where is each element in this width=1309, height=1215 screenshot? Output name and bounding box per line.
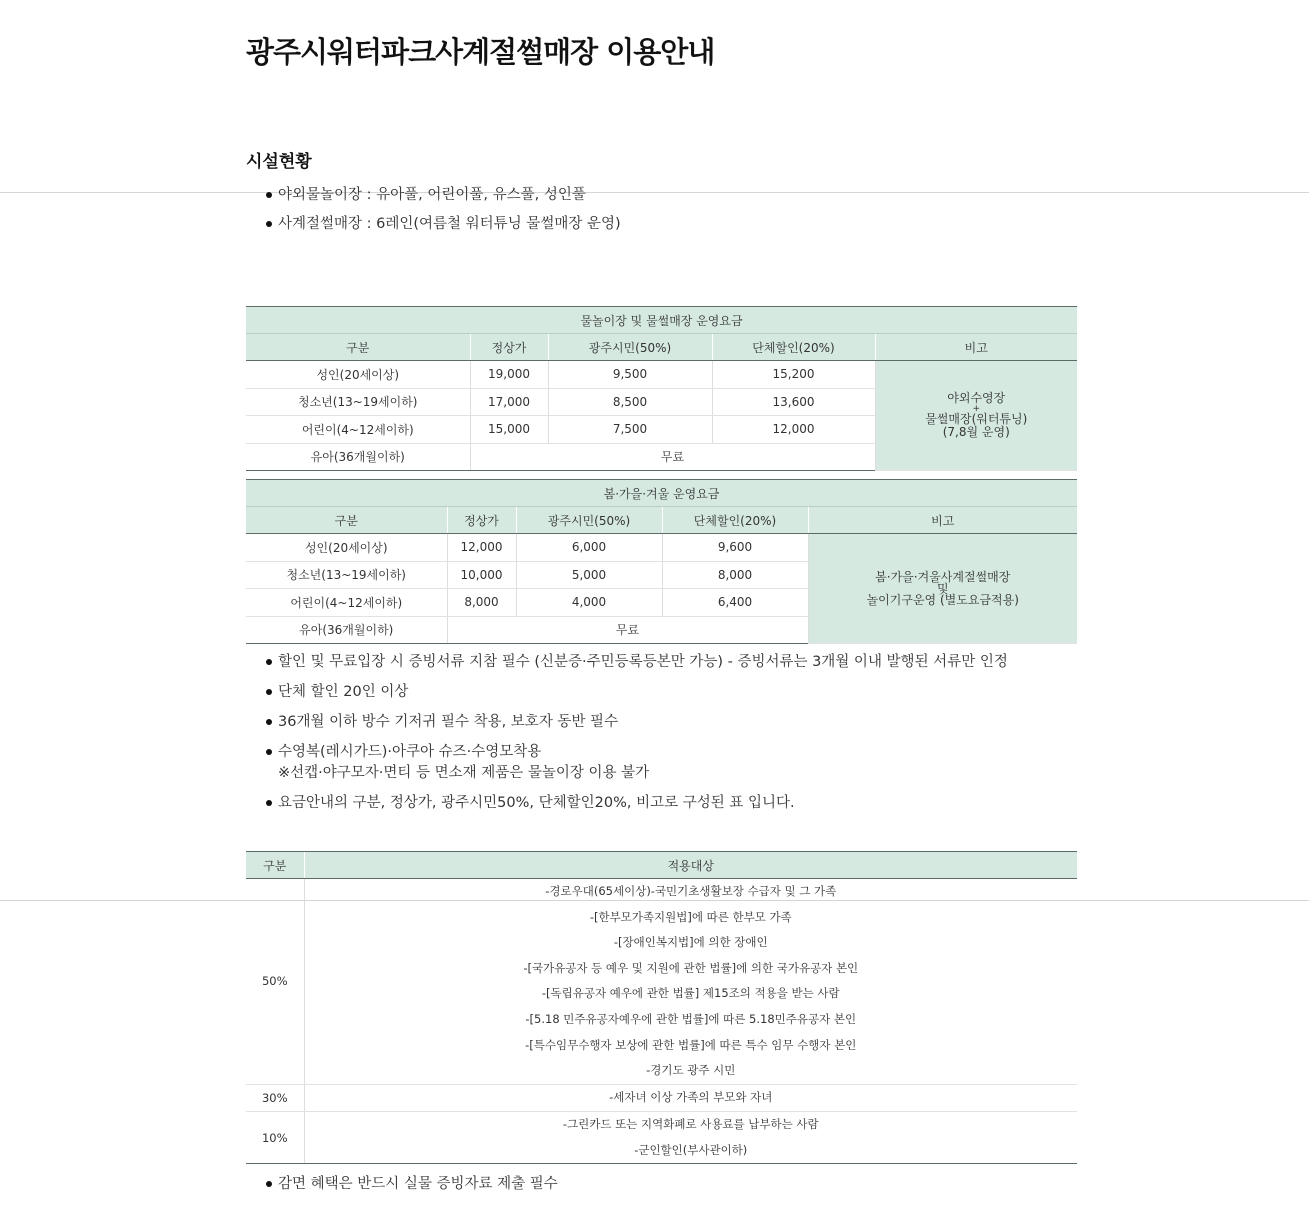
table-cell: 4,000 — [516, 589, 662, 617]
notice-list — [266, 652, 1066, 814]
list-item: -[장애인복지법]에 의한 장애인 — [613, 935, 768, 950]
table-cell: 12,000 — [712, 416, 875, 444]
list-item: 요금안내의 구분, 정상가, 광주시민50%, 단체할인20%, 비고로 구성된 표 입니다. — [266, 793, 1066, 814]
list-item: -세자녀 이상 가족의 부모와 자녀 — [609, 1090, 773, 1105]
list-item: -그린카드 또는 지역화폐로 사용료를 납부하는 사람 — [562, 1117, 819, 1132]
notice-subtext: ※선캡·야구모자·면티 등 면소재 제품은 물놀이장 이용 불가 — [278, 765, 650, 781]
facility-heading: 시설현황 — [246, 152, 312, 172]
column-header: 적용대상 — [304, 852, 1077, 879]
table-cell: 19,000 — [470, 361, 548, 389]
table-row — [246, 879, 1077, 1085]
column-header: 단체할인(20%) — [712, 334, 875, 361]
table-cell: 유아(36개월이하) — [246, 443, 470, 471]
table-cell: 5,000 — [516, 561, 662, 589]
note-line: + — [972, 404, 981, 414]
table-cell: 성인(20세이상) — [246, 534, 447, 562]
table-note — [808, 534, 1077, 644]
column-header: 구분 — [246, 334, 470, 361]
table-cell: 성인(20세이상) — [246, 361, 470, 389]
table-cell: 9,500 — [548, 361, 712, 389]
list-item: -[한부모가족지원법]에 따른 한부모 가족 — [589, 909, 792, 924]
discount-rate: 30% — [246, 1084, 304, 1112]
summer-fee-table — [246, 306, 1077, 471]
table-cell: 13,600 — [712, 388, 875, 416]
table-cell: 8,000 — [662, 561, 808, 589]
table-cell: 8,500 — [548, 388, 712, 416]
table-cell: 15,200 — [712, 361, 875, 389]
column-header: 단체할인(20%) — [662, 507, 808, 534]
table-caption: 봄·가을·겨울 운영요금 — [246, 480, 1077, 507]
table-caption: 물놀이장 및 물썰매장 운영요금 — [246, 307, 1077, 334]
column-header: 구분 — [246, 507, 447, 534]
note-line: 놀이기구운영 (별도요금적용) — [866, 592, 1019, 607]
table-cell: 9,600 — [662, 534, 808, 562]
page-title: 광주시워터파크사계절썰매장 이용안내 — [246, 35, 715, 69]
table-row — [246, 1084, 1077, 1112]
column-header: 구분 — [246, 852, 304, 879]
list-item: 단체 할인 20인 이상 — [266, 682, 1066, 703]
column-header: 비고 — [875, 334, 1077, 361]
table-cell: 6,000 — [516, 534, 662, 562]
column-header: 정상가 — [470, 334, 548, 361]
table-cell: 무료 — [447, 616, 808, 644]
table-row — [246, 1112, 1077, 1164]
discount-targets — [304, 879, 1077, 1085]
discount-table — [246, 851, 1077, 1164]
table-cell: 무료 — [470, 443, 875, 471]
table-cell: 12,000 — [447, 534, 516, 562]
table-cell: 어린이(4~12세이하) — [246, 416, 470, 444]
table-note — [875, 361, 1077, 471]
table-cell: 15,000 — [470, 416, 548, 444]
discount-rate: 50% — [246, 879, 304, 1085]
note-line: 및 — [936, 581, 949, 596]
table-row — [246, 361, 1077, 389]
list-item: 할인 및 무료입장 시 증빙서류 지참 필수 (신분증·주민등록등본만 가능) - 증빙서류는 3개월 이내 발행된 서류만 인정 — [266, 652, 1066, 673]
table-cell: 7,500 — [548, 416, 712, 444]
note-line: 야외수영장 — [947, 391, 1006, 405]
footer-notice-list — [266, 1174, 1066, 1195]
table-cell: 10,000 — [447, 561, 516, 589]
list-item: 사계절썰매장 : 6레인(여름철 워터튜닝 물썰매장 운영) — [266, 214, 1066, 235]
list-item: 감면 혜택은 반드시 실물 증빙자료 제출 필수 — [266, 1174, 1066, 1195]
column-header: 비고 — [808, 507, 1077, 534]
facility-list — [266, 185, 1066, 235]
list-item: -[독립유공자 예우에 관한 법률] 제15조의 적용을 받는 사람 — [541, 986, 840, 1001]
table-cell: 청소년(13~19세이하) — [246, 388, 470, 416]
list-item — [266, 742, 1066, 784]
list-item: -경로우대(65세이상)-국민기초생활보장 수급자 및 그 가족 — [545, 884, 837, 898]
table-row — [246, 534, 1077, 562]
note-line: (7,8월 운영) — [942, 425, 1010, 439]
discount-targets — [304, 1112, 1077, 1164]
table-cell: 청소년(13~19세이하) — [246, 561, 447, 589]
notice-text: 수영복(레시가드)·아쿠아 슈즈·수영모착용 — [278, 744, 542, 760]
table-cell: 어린이(4~12세이하) — [246, 589, 447, 617]
note-line: 물썰매장(워터튜닝) — [925, 412, 1028, 426]
table-cell: 17,000 — [470, 388, 548, 416]
list-item: 야외물놀이장 : 유아풀, 어린이풀, 유스풀, 성인풀 — [266, 185, 1066, 206]
list-item: -경기도 광주 시민 — [646, 1063, 736, 1078]
list-item: 36개월 이하 방수 기저귀 필수 착용, 보호자 동반 필수 — [266, 712, 1066, 733]
column-header: 정상가 — [447, 507, 516, 534]
discount-rate: 10% — [246, 1112, 304, 1164]
table-cell: 8,000 — [447, 589, 516, 617]
list-item: -[특수임무수행자 보상에 관한 법률]에 따른 특수 임무 수행자 본인 — [525, 1037, 857, 1052]
winter-fee-table — [246, 479, 1077, 644]
column-header: 광주시민(50%) — [516, 507, 662, 534]
list-item: -군인할인(부사관이하) — [634, 1142, 748, 1157]
table-cell: 6,400 — [662, 589, 808, 617]
column-header: 광주시민(50%) — [548, 334, 712, 361]
table-cell: 유아(36개월이하) — [246, 616, 447, 644]
list-item: -[5.18 민주유공자예우에 관한 법률]에 따른 5.18민주유공자 본인 — [525, 1011, 857, 1026]
note-line: 봄·가을·겨울사계절썰매장 — [875, 569, 1011, 584]
list-item: -[국가유공자 등 예우 및 지원에 관한 법률]에 의한 국가유공자 본인 — [523, 960, 859, 975]
discount-targets — [304, 1084, 1077, 1112]
